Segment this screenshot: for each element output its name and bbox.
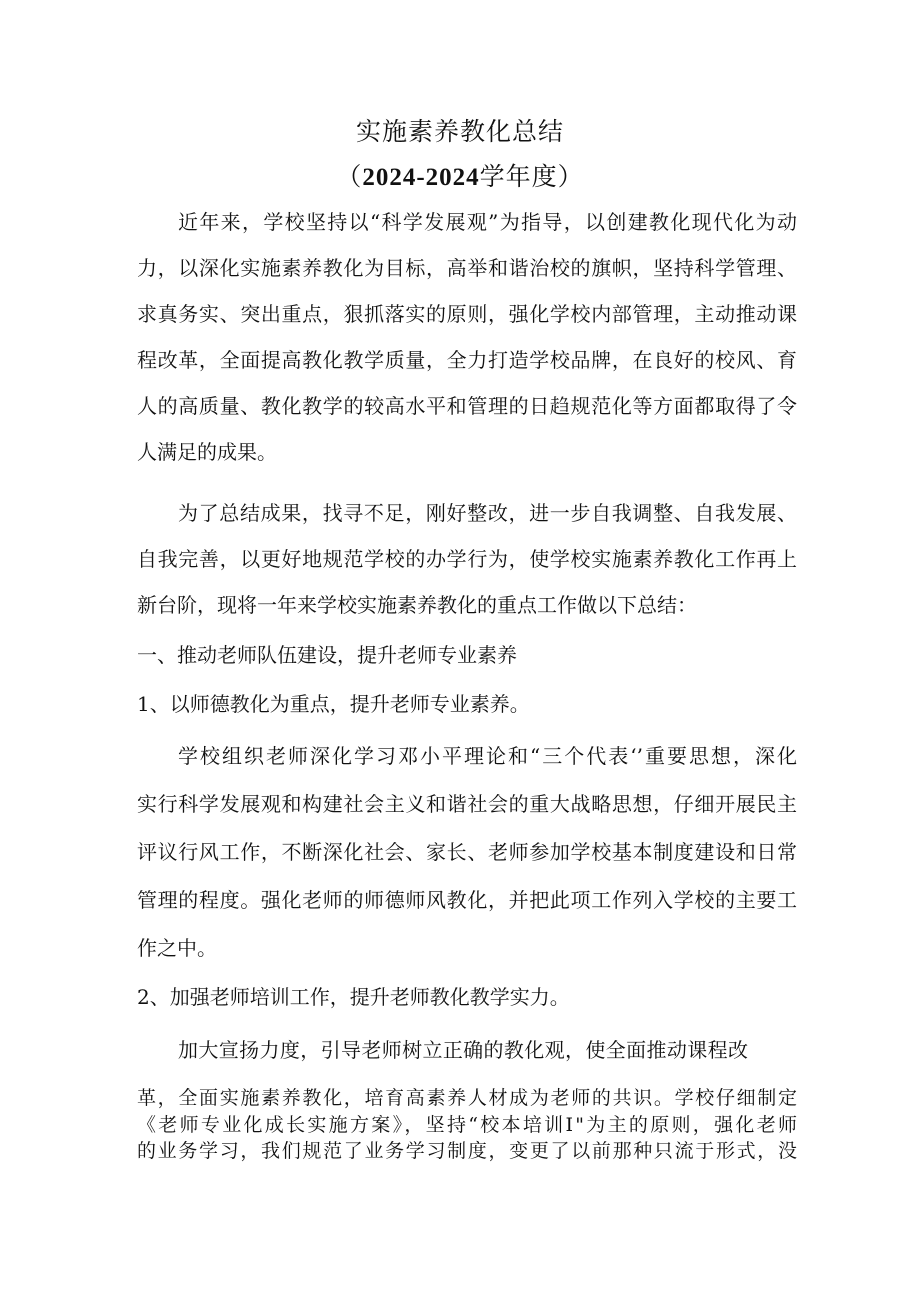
paragraph-4-line-3: 《老师专业化成长实施方案》，坚持“校本培训Ⅰ"为主的原则，强化老师 bbox=[137, 1114, 797, 1136]
paragraph-3-line-1: 学校组织老师深化学习邓小平理论和“三个代表‘’重要思想，深化 bbox=[178, 744, 797, 768]
paragraph-3-line-5: 作之中。 bbox=[137, 936, 217, 960]
section-heading-1: 一、推动老师队伍建设，提升老师专业素养 bbox=[137, 643, 517, 667]
paragraph-1-line-1: 近年来，学校坚持以“科学发展观”为指导，以创建教化现代化为动 bbox=[178, 210, 797, 234]
subsection-heading-1: 1、以师德教化为重点，提升老师专业素养。 bbox=[137, 692, 530, 716]
paragraph-2-line-2: 自我完善，以更好地规范学校的办学行为，使学校实施素养教化工作再上 bbox=[137, 547, 797, 571]
paragraph-3-line-4: 管理的程度。强化老师的师德师风教化，并把此项工作列入学校的主要工 bbox=[137, 888, 797, 912]
paragraph-1-line-3: 求真务实、突出重点，狠抓落实的原则，强化学校内部管理，主动推动课 bbox=[137, 302, 797, 326]
paragraph-3-line-2: 实行科学发展观和构建社会主义和谐社会的重大战略思想，仔细开展民主 bbox=[137, 792, 797, 816]
paragraph-1-line-4: 程改革，全面提高教化教学质量，全力打造学校品牌，在良好的校风、育 bbox=[137, 348, 797, 372]
document-title: 实施素养教化总结 bbox=[355, 117, 564, 146]
document-subtitle bbox=[0, 157, 920, 193]
paragraph-1-line-5: 人的高质量、教化教学的较高水平和管理的日趋规范化等方面都取得了令 bbox=[137, 394, 797, 418]
subtitle-open: （ bbox=[336, 162, 363, 191]
paragraph-4-line-2: 革，全面实施素养教化，培育高素养人材成为老师的共识。学校仔细制定 bbox=[137, 1087, 797, 1109]
subtitle-years: 2024-2024 bbox=[362, 164, 480, 191]
paragraph-3-line-3: 评议行风工作，不断深化社会、家长、老师参加学校基本制度建设和日常 bbox=[137, 840, 797, 864]
paragraph-2-line-1: 为了总结成果，找寻不足，刚好整改，进一步自我调整、自我发展、 bbox=[178, 501, 797, 525]
paragraph-1-line-6: 人满足的成果。 bbox=[137, 440, 277, 464]
subtitle-label: 学年度） bbox=[479, 162, 584, 191]
paragraph-2-line-3: 新台阶，现将一年来学校实施素养教化的重点工作做以下总结： bbox=[137, 593, 697, 617]
paragraph-4-line-4: 的业务学习，我们规范了业务学习制度，变更了以前那种只流于形式，没 bbox=[137, 1140, 797, 1162]
subsection-heading-2: 2、加强老师培训工作，提升老师教化教学实力。 bbox=[137, 985, 570, 1009]
paragraph-4-line-1: 加大宣扬力度，引导老师树立正确的教化观，使全面推动课程改 bbox=[178, 1038, 748, 1062]
paragraph-1-line-2: 力，以深化实施素养教化为目标，高举和谐治校的旗帜，坚持科学管理、 bbox=[137, 256, 797, 280]
